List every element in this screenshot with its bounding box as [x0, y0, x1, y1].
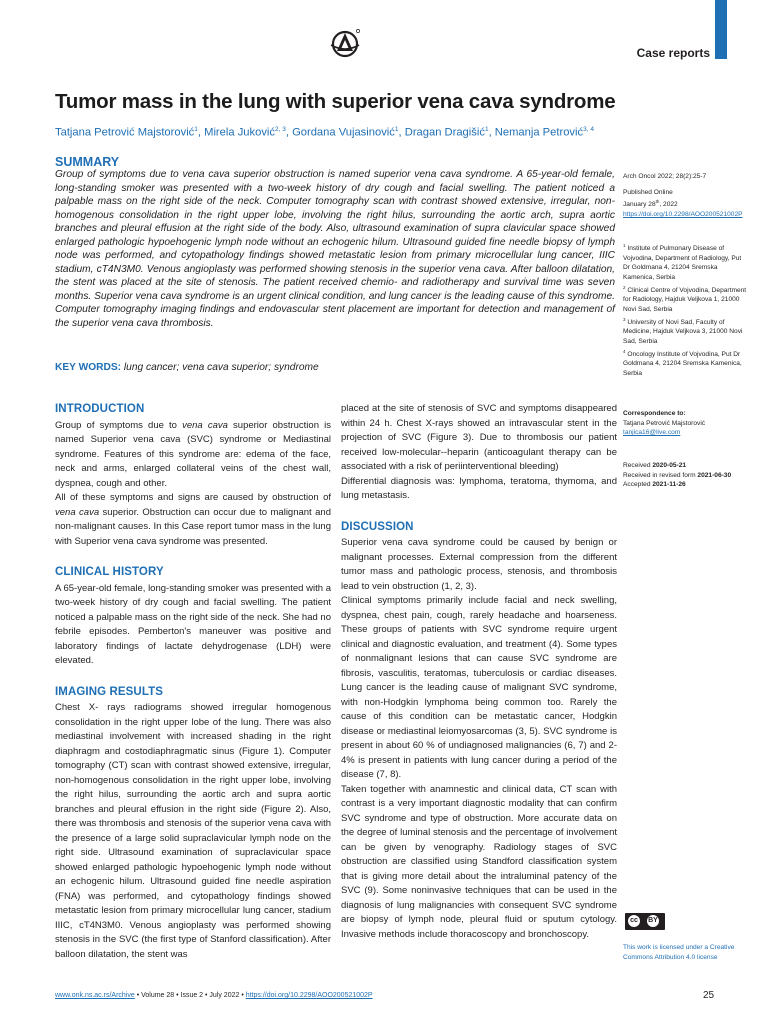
keywords	[55, 362, 319, 373]
author-affiliation-sup: 1	[394, 126, 399, 133]
footer-issue-info: • Volume 28 • Issue 2 • July 2022 •	[134, 992, 246, 999]
section-label: Case reports	[636, 46, 710, 60]
footer-line	[55, 992, 373, 999]
discussion-paragraph: Taken together with anamnestic and clinical data, CT scan with contrast is a very important diagnostic modality that can confirm SVC syndrome and type of obstruction. More accurate data on the degree of luminal stenosis and the percentage of involvement can be given by venography. Radiology stages of SVC obstruction are classified using Standford classification system that is giving more detail about the intraluminal patency of the SVC (9). Some noninvasive techniques that can be used in the diagnosis of lung malignancies with consequent SVC syndrome are biopsy of lymph node, pleural fluid or sputum cytology. Invasive methods include thoracoscopy and bronchoscopy.	[341, 783, 617, 940]
affiliation: $^3$ University of Novi Sad, Faculty of Medicine, Hajduk Veljkova 3, 21000 Novi Sad, Serbia	[623, 316, 743, 345]
journal-url-link[interactable]: www.onk.ns.ac.rs/Archive	[55, 992, 135, 999]
author-affiliation-sup: 1	[194, 126, 198, 133]
section-heading-imaging-results: IMAGING RESULTS	[55, 685, 163, 698]
received-date: Received 2020-05-21	[623, 462, 687, 469]
author-list: Tatjana Petrović Majstorović$^1$, Mirela Juković$^{2, 3}$, Gordana Vujasinović$^1$, Dragan Dragišić$^1$, Nemanja Petrović$^{3, 4}$	[55, 126, 594, 139]
creative-commons-badge[interactable]	[625, 913, 665, 930]
author-name[interactable]: Dragan Dragišić	[404, 126, 485, 139]
section-heading-discussion: DISCUSSION	[341, 520, 414, 533]
section-heading-clinical-history: CLINICAL HISTORY	[55, 566, 164, 578]
correspondence-label: Correspondence to:	[623, 410, 686, 417]
affiliation: $^4$ Oncology Institute of Vojvodina, Put Dr Goldmana 4, 21204 Sremska Kamenica, Serbia	[623, 348, 742, 377]
discussion-paragraph: Superior vena cava syndrome could be caused by benign or malignant processes. External compression from the different tumor mass and pathologic process, stenosis, and thrombosis lead to vein obstruction (1, 2, 3).	[341, 537, 617, 592]
correspondence-name: Tatjana Petrović Majstorović	[623, 419, 706, 427]
introduction-paragraph: All of these symptoms and signs are caused by obstruction of vena cava superior. Obstruction can occur due to malignant and non-malignant causes. In this Case report tumor mass in the lung with Superior vena cava syndrome was presented.	[55, 492, 331, 547]
dates-block	[623, 461, 748, 490]
imaging-results-continued: placed at the site of stenosis of SVC and symptoms disappeared within 24 h. Chest X-rays showed an intravascular stent in the projection of SVC (Figure 3). Due to thrombosis our patient received low-molecular--heparin (anticoagulant therapy can be associated with a risk of periinterventional bleeding)	[341, 403, 617, 472]
summary-text: Group of symptoms due to vena cava superior obstruction is named superior vena cava syndrome. A 65-year-old female, long-standing smoker was presented with a two-week history of dry cough and facial swelling. The patient noticed a palpable mass on the right side of the neck. Computer tomography scan with contrast showed extensive, irregular, non-homogenous consolidation in the right upper lobe, involving the right hilus, surrounding the aortic arch, supra aortic branches and pleural effusion at the right side of the body. Also, ultrasound examination of supra clavicular space showed enlarged pathologic hypoehogenic lymph node without an echogenic hilum. Ultrasound guided fine needle biopsy of lymph node was performed, and cytopathology findings showed metastatic lesion from primary microcellular lung cancer, IIIC stadium, cT4N3M0. Venous angioplasty was performed showing stenosis in the superior vena cava. After balloon dilatation, the stent was placed at the site of stenosis. The patient received chemio- and radiotherapy and survival time was seven months. Superior vena cava syndrome is an urgent clinical condition, and lung cancer is the leading cause of this syndrome. Computer tomography imaging findings and endovascular stent placement are important for detection and management of the superior vena cava thrombosis.	[55, 169, 615, 329]
clinical-history-paragraph: A 65-year-old female, long-standing smoker was presented with a two-week history of dry cough and facial swelling. The patient noticed a palpable mass on the right side of the neck. She had no febrile episodes. Pemberton's maneuver was positive and laboratory findings of lactate dehydrogenase (LDH) were elevated.	[55, 582, 331, 666]
doi-link[interactable]: https://doi.org/10.2298/AOO200521002P	[623, 210, 743, 218]
author-affiliation-sup: 1	[484, 126, 489, 133]
author-name[interactable]: Tatjana Petrović Majstorović	[55, 126, 195, 139]
citation: Arch Oncol 2022; 28(2):25-7	[623, 173, 707, 180]
published-label: Published Online	[623, 188, 673, 196]
by-icon: BY	[647, 915, 659, 927]
author-affiliation-sup: 3, 4	[583, 126, 594, 133]
author-name[interactable]: Mirela Juković	[204, 126, 275, 139]
keywords-label: KEY WORDS:	[55, 362, 122, 373]
body-column-right	[341, 402, 617, 942]
discussion-paragraph: Clinical symptoms primarily include facial and neck swelling, dyspnea, chest pain, cough, rarely headache and hoarseness. These groups of patients with SVC syndrome require urgent clinical and diagnostic evaluation, and treatment (4). Some types of nonmalignant lesions that can cause SVC syndrome are fibrosis, vasculitis, teratomas, tuberculosis or cardiac diseases. Lung cancer is the leading cause of malignant SVC syndrome, with non-Hodgkin lymphoma being common too. Rarely the cause of this condition can be metastatic cancer, Hodgkin disease or mediastinal leiomyosarcomas (3, 5). SVC syndrome is present in about 60 % of undiagnosed malignancies (6, 7) and 2-4% is present in patients with lung cancer during a period of the disease (7, 8).	[341, 595, 617, 780]
affiliations	[623, 241, 748, 378]
header-accent-bar	[715, 0, 727, 59]
section-heading-introduction: INTRODUCTION	[55, 403, 145, 415]
accepted-date: Accepted 2021-11-26	[623, 481, 686, 489]
published-date: January 28th, 2022	[623, 199, 678, 209]
body-column-left	[55, 402, 331, 962]
page-number: 25	[703, 990, 715, 1001]
citation-block	[623, 172, 748, 220]
revised-date: Received in revised form 2021-06-30	[623, 471, 732, 479]
differential-diagnosis-paragraph: Differential diagnosis was: lymphoma, teratoma, thymoma, and lung metastasis.	[341, 475, 617, 501]
article-title: Tumor mass in the lung with superior vena cava syndrome	[55, 90, 616, 113]
cc-icon: cc	[628, 915, 640, 927]
license-text[interactable]: This work is licensed under a Creative Commons Attribution 4.0 license	[623, 944, 735, 961]
author-name[interactable]: Gordana Vujasinović	[292, 126, 395, 139]
introduction-paragraph: Group of symptoms due to vena cava superior obstruction is named Superior vena cava (SVC) syndrome or Mediastinal syndrome. Features of this syndrome are: edema of the face, neck and arms, enlarged collateral veins of the chest wall, dyspnea, cough and other.	[55, 419, 331, 489]
author-name[interactable]: Nemanja Petrović	[494, 126, 584, 139]
keywords-value: lung cancer; vena cava superior; syndrome	[123, 362, 319, 373]
affiliation: $^2$ Clinical Centre of Vojvodina, Department for Radiology, Hajduk Veljkova 1, 21000 Novi Sad, Serbia	[623, 284, 747, 313]
affiliation: $^1$ Institute of Pulmonary Disease of Vojvodina, Department of Radiology, Put Dr Goldmana 4, 21204 Sremska Kamenica, Serbia	[623, 243, 742, 281]
journal-logo-icon	[327, 27, 363, 59]
author-affiliation-sup: 2, 3	[275, 126, 286, 133]
imaging-results-paragraph: Chest X- rays radiograms showed irregular homogenous consolidation in the right upper lobe of the lung. There was also mediastinal involvement with increased shading in the right diaphragm and costodiaphragmatic sinus (Figure 1). Computer tomography (CT) scan with contrast showed extensive, irregular, non-homogenous consolidation in the right upper lobe, involving the right hilus, surrounding the aortic arch and supra aortic branches and pleural effusion in the right side (Figure 2). Also, there was thrombosis and stenosis of the superior vena cava with the presence of a large solid supraclavicular lymph node on the right side. Ultrasound examination of supraclavicular space showed enlarged pathologic hypoehogenic lymph node without an echogenic hilum. Ultrasound guided fine needle aspiration (FNA) was performed, and cytopathology findings showed metastatic lesion from primary microcellular lung cancer, stadium IIIC, cT4N3M0. Venous angioplasty was performed showing stenosis in the SVC (the first type of Stanford classification). After balloon dilatation, the stent was	[55, 702, 331, 960]
footer-doi-link[interactable]: https://doi.org/10.2298/AOO200521002P	[245, 992, 373, 999]
summary-heading: SUMMARY	[55, 155, 120, 169]
correspondence-email-link[interactable]: tanjica16@live.com	[623, 429, 681, 437]
correspondence-block	[623, 409, 748, 438]
